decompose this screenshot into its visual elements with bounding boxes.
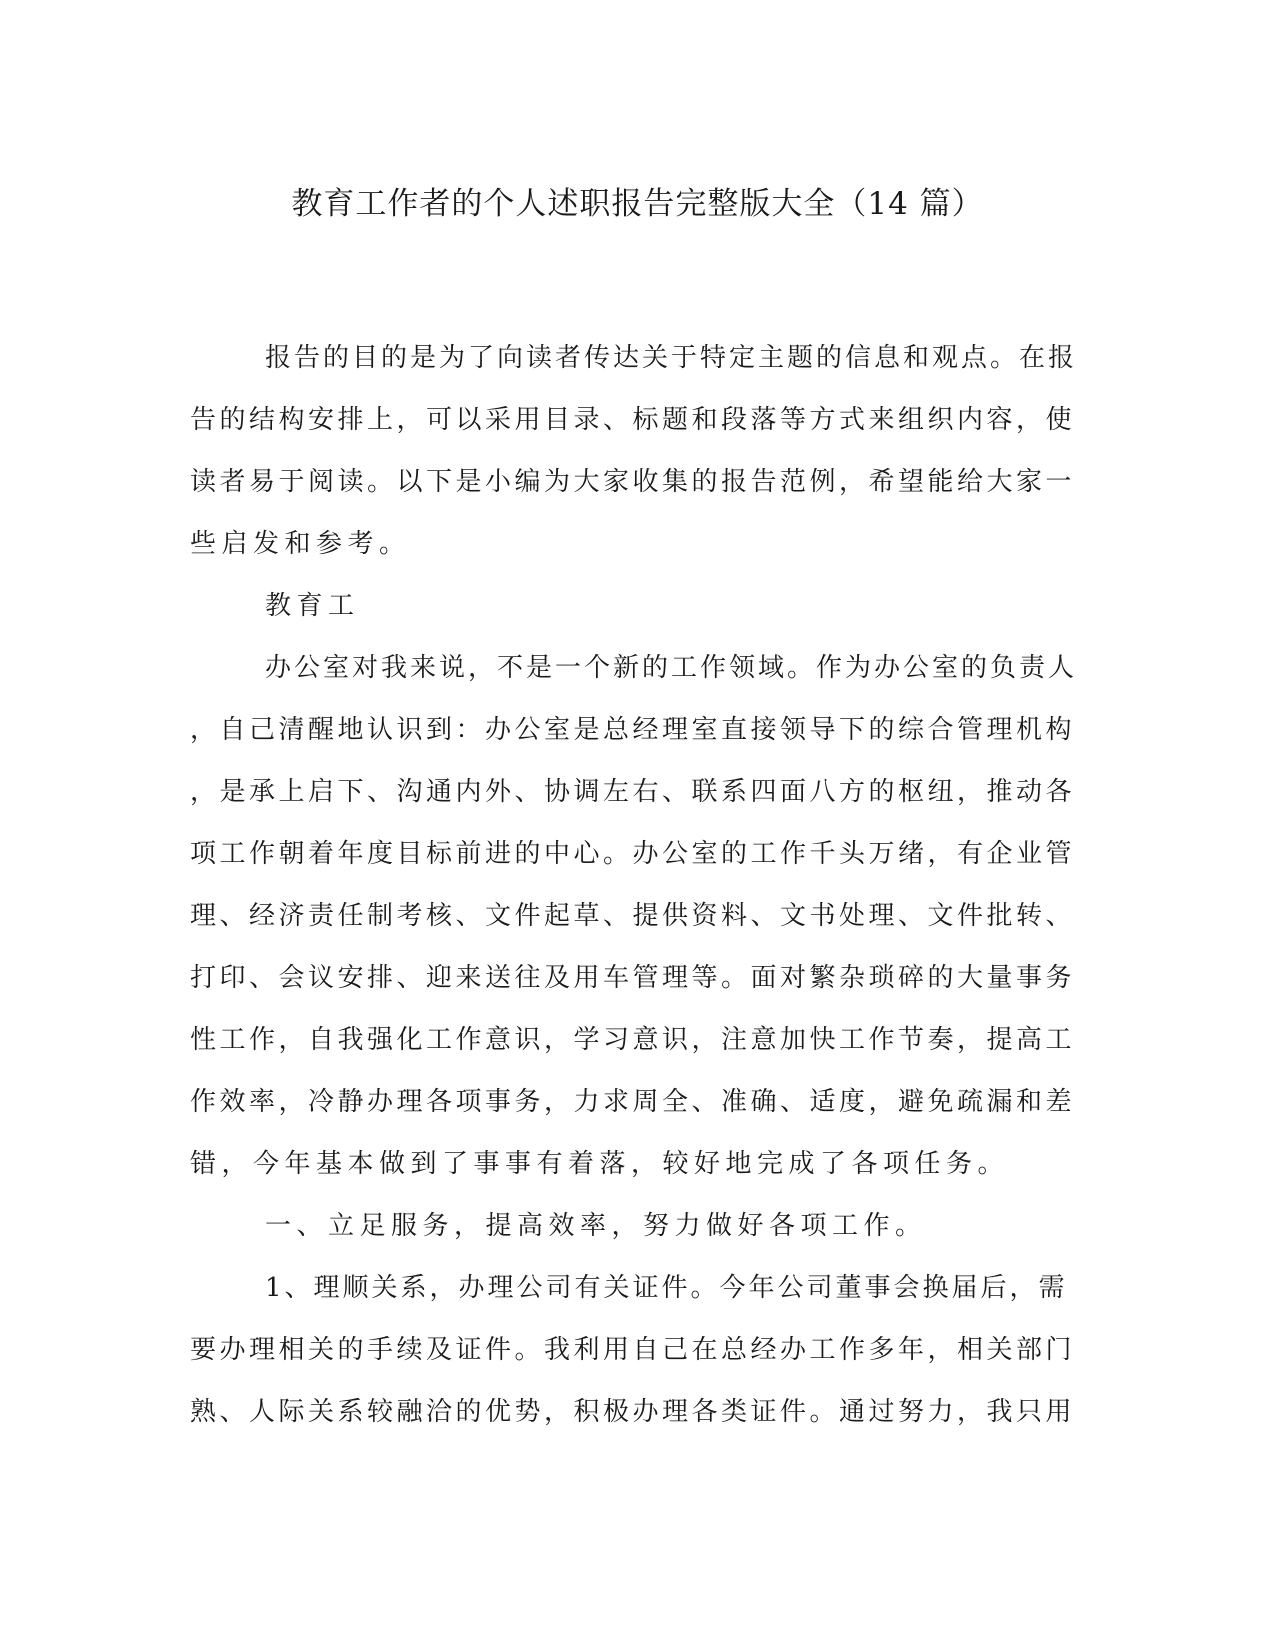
text-line: 熟、人际关系较融洽的优势，积极办理各类证件。通过努力，我只用 [190,1397,1076,1427]
text-line: 告的结构安排上，可以采用目录、标题和段落等方式来组织内容，使 [190,405,1076,435]
text-line: 读者易于阅读。以下是小编为大家收集的报告范例，希望能给大家一 [190,467,1076,497]
text-line: 些启发和参考。 [190,529,411,559]
text-line: 错，今年基本做到了事事有着落，较好地完成了各项任务。 [190,1149,1010,1179]
text-line: 打印、会议安排、迎来送往及用车管理等。面对繁杂琐碎的大量事务 [190,963,1076,993]
text-line: 办公室对我来说，不是一个新的工作领域。作为办公室的负责人 [265,653,1078,683]
document-title: 教育工作者的个人述职报告完整版大全（14 篇） [291,186,984,222]
text-line: 作效率，冷静办理各项事务，力求周全、准确、适度，避免疏漏和差 [190,1087,1076,1117]
text-line: 要办理相关的手续及证件。我利用自己在总经办工作多年，相关部门 [190,1335,1076,1365]
text-line: 1、理顺关系，办理公司有关证件。今年公司董事会换届后，需 [265,1273,1068,1303]
text-line: 理、经济责任制考核、文件起草、提供资料、文书处理、文件批转、 [190,901,1076,931]
text-line: 性工作，自我强化工作意识，学习意识，注意加快工作节奏，提高工 [190,1025,1076,1055]
text-line: ，自己清醒地认识到：办公室是总经理室直接领导下的综合管理机构 [190,715,1076,745]
text-line: ，是承上启下、沟通内外、协调左右、联系四面八方的枢纽，推动各 [190,777,1076,807]
text-line: 教育工 [265,591,360,621]
text-line: 一、立足服务，提高效率，努力做好各项工作。 [265,1211,927,1241]
document-body [190,327,1080,1443]
text-line: 项工作朝着年度目标前进的中心。办公室的工作千头万绪，有企业管 [190,839,1076,869]
text-line: 报告的目的是为了向读者传达关于特定主题的信息和观点。在报 [265,343,1078,373]
